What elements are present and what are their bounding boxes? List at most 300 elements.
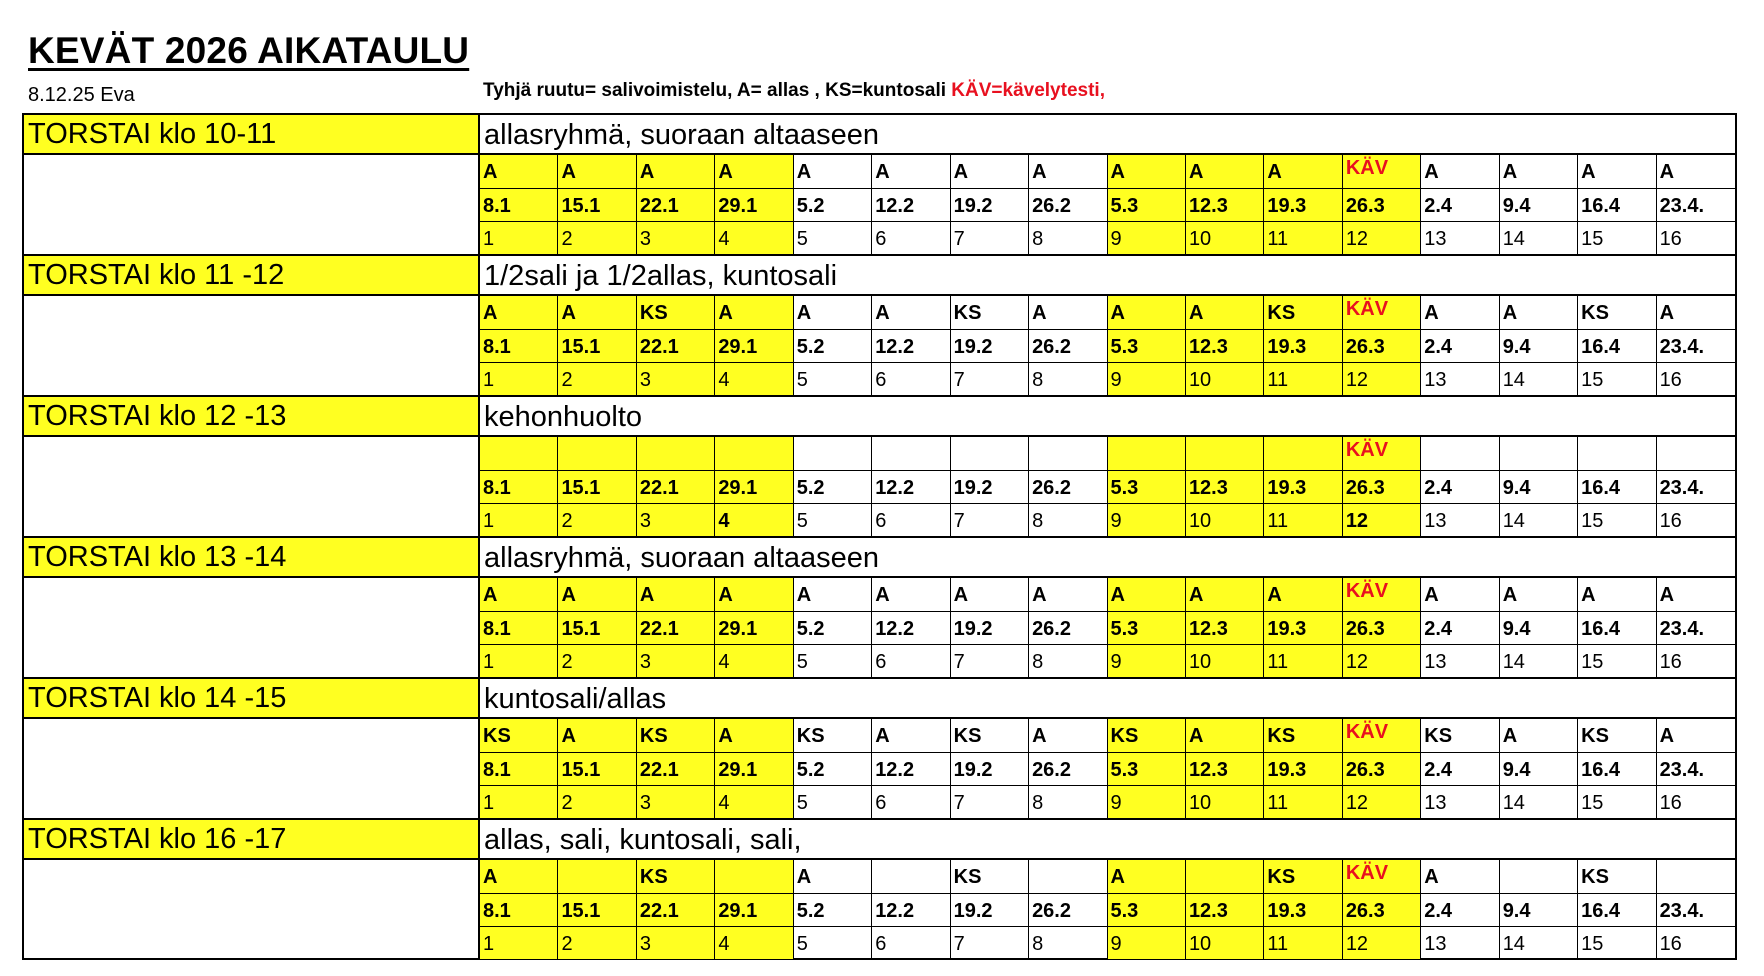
- session-number-cell: 15: [1578, 222, 1656, 254]
- kav-cell: KÄV: [1343, 155, 1421, 189]
- session-type-cell: A: [872, 155, 950, 189]
- date-cell: 15.1: [558, 330, 636, 363]
- page-title: KEVÄT 2026 AIKATAULU: [28, 30, 470, 71]
- session-number-cell: 3: [637, 504, 715, 536]
- session-number-cell: 8: [1029, 645, 1107, 677]
- date-cell: 29.1: [715, 894, 793, 927]
- date-cell: 12.2: [872, 894, 950, 927]
- kav-cell: KÄV: [1343, 860, 1421, 894]
- session-type-cell: A: [1108, 578, 1186, 612]
- date-cell: 12.3: [1186, 894, 1264, 927]
- session-number-cell: 13: [1421, 645, 1499, 677]
- session-type-cell: [872, 437, 950, 471]
- session-number-cell: 11: [1264, 927, 1342, 959]
- date-cell: 26.2: [1029, 189, 1107, 222]
- date-cell: 19.2: [951, 189, 1029, 222]
- session-number-cell: 5: [794, 786, 872, 818]
- schedule-table: [22, 113, 1737, 960]
- session-type-cell: KS: [1578, 719, 1656, 753]
- date-cell: 19.3: [1264, 612, 1342, 645]
- session-number-cell: 13: [1421, 504, 1499, 536]
- date-cell: 8.1: [480, 471, 558, 504]
- session-number-cell: 4: [715, 786, 793, 818]
- kav-cell: KÄV: [1343, 719, 1421, 753]
- legend-kav: KÄV=kävelytesti,: [951, 80, 1105, 101]
- activity-label: allas, sali, kuntosali, sali,: [480, 820, 1735, 860]
- date-cell: 29.1: [715, 471, 793, 504]
- date-cell: 8.1: [480, 894, 558, 927]
- session-number-cell: 3: [637, 222, 715, 254]
- session-type-cell: A: [1108, 296, 1186, 330]
- session-type-cell: A: [1108, 155, 1186, 189]
- date-cell: 19.3: [1264, 471, 1342, 504]
- date-cell: 26.3: [1343, 753, 1421, 786]
- session-type-cell: A: [1421, 860, 1499, 894]
- session-type-cell: [1029, 437, 1107, 471]
- session-type-cell: A: [1186, 155, 1264, 189]
- session-number-cell: 9: [1108, 363, 1186, 395]
- session-type-cell: A: [951, 155, 1029, 189]
- session-type-cell: A: [1500, 578, 1578, 612]
- session-number-cell: 1: [480, 363, 558, 395]
- session-grid: [480, 719, 1735, 818]
- date-cell: 22.1: [637, 471, 715, 504]
- session-type-cell: KS: [951, 296, 1029, 330]
- date-cell: 23.4.: [1657, 894, 1735, 927]
- date-cell: 5.2: [794, 612, 872, 645]
- date-cell: 26.3: [1343, 612, 1421, 645]
- session-type-cell: A: [1186, 578, 1264, 612]
- session-number-cell: 15: [1578, 645, 1656, 677]
- session-type-cell: A: [1108, 860, 1186, 894]
- session-number-cell: 2: [558, 927, 636, 959]
- date-cell: 19.3: [1264, 330, 1342, 363]
- session-number-cell: 2: [558, 786, 636, 818]
- session-type-cell: A: [715, 578, 793, 612]
- session-number-cell: 12: [1343, 645, 1421, 677]
- session-number-cell: 3: [637, 363, 715, 395]
- session-type-cell: A: [1657, 719, 1735, 753]
- day-time-label: TORSTAI klo 16 -17: [24, 820, 480, 860]
- session-number-cell: 4: [715, 363, 793, 395]
- date-cell: 2.4: [1421, 753, 1499, 786]
- blank-cell: [24, 860, 480, 959]
- date-cell: 15.1: [558, 612, 636, 645]
- session-number-cell: 5: [794, 222, 872, 254]
- session-type-cell: A: [558, 296, 636, 330]
- session-number-cell: 14: [1500, 786, 1578, 818]
- session-number-cell: 7: [951, 786, 1029, 818]
- session-type-cell: KS: [637, 296, 715, 330]
- session-number-cell: 14: [1500, 363, 1578, 395]
- session-number-cell: 1: [480, 222, 558, 254]
- date-cell: 8.1: [480, 612, 558, 645]
- session-grid: [480, 155, 1735, 254]
- session-type-cell: A: [1657, 155, 1735, 189]
- session-number-cell: 9: [1108, 645, 1186, 677]
- date-cell: 26.3: [1343, 894, 1421, 927]
- date-cell: 22.1: [637, 189, 715, 222]
- session-type-cell: [1264, 437, 1342, 471]
- schedule-block: [24, 115, 1735, 256]
- session-type-cell: A: [637, 155, 715, 189]
- date-cell: 23.4.: [1657, 330, 1735, 363]
- session-number-cell: 10: [1186, 363, 1264, 395]
- session-type-cell: A: [715, 155, 793, 189]
- legend: [483, 80, 1105, 102]
- date-cell: 5.3: [1108, 189, 1186, 222]
- session-type-cell: A: [1421, 155, 1499, 189]
- session-type-cell: KS: [1108, 719, 1186, 753]
- session-type-cell: [1029, 860, 1107, 894]
- session-number-cell: 9: [1108, 786, 1186, 818]
- schedule-block: [24, 538, 1735, 679]
- session-number-cell: 6: [872, 504, 950, 536]
- day-time-label: TORSTAI klo 11 -12: [24, 256, 480, 296]
- session-number-cell: 11: [1264, 363, 1342, 395]
- session-type-cell: A: [1421, 578, 1499, 612]
- session-number-cell: 10: [1186, 786, 1264, 818]
- session-number-cell: 7: [951, 363, 1029, 395]
- blank-cell: [24, 296, 480, 395]
- session-type-cell: KS: [480, 719, 558, 753]
- session-number-cell: 11: [1264, 504, 1342, 536]
- session-number-cell: 16: [1659, 651, 1682, 673]
- session-type-cell: A: [1186, 296, 1264, 330]
- session-number-cell: 5: [794, 645, 872, 677]
- date-cell: 26.2: [1029, 330, 1107, 363]
- session-number-cell: 13: [1421, 363, 1499, 395]
- session-type-cell: [1657, 437, 1735, 471]
- session-number-cell: 8: [1029, 504, 1107, 536]
- session-number-cell: 5: [794, 363, 872, 395]
- session-number-cell: 8: [1029, 927, 1107, 959]
- date-cell: 16.4: [1578, 894, 1656, 927]
- date-cell: 9.4: [1500, 894, 1578, 927]
- date-cell: 22.1: [637, 894, 715, 927]
- session-type-cell: [1421, 437, 1499, 471]
- session-number-cell: 6: [872, 222, 950, 254]
- session-type-cell: [1108, 437, 1186, 471]
- date-cell: 26.2: [1029, 612, 1107, 645]
- date-cell: 15.1: [558, 189, 636, 222]
- session-number-cell: 15: [1578, 786, 1656, 818]
- date-cell: 5.2: [794, 894, 872, 927]
- date-cell: 23.4.: [1657, 612, 1735, 645]
- session-type-cell: A: [1264, 155, 1342, 189]
- session-type-cell: A: [1657, 578, 1735, 612]
- session-number-cell: 12: [1343, 927, 1421, 959]
- session-number-cell: 11: [1264, 786, 1342, 818]
- session-type-cell: KS: [1264, 860, 1342, 894]
- date-cell: 26.2: [1029, 471, 1107, 504]
- date-cell: 19.2: [951, 471, 1029, 504]
- date-cell: 8.1: [480, 753, 558, 786]
- date-cell: 19.3: [1264, 189, 1342, 222]
- session-grid: [480, 860, 1735, 959]
- session-type-cell: [872, 860, 950, 894]
- session-type-cell: A: [794, 860, 872, 894]
- session-number-cell: 16: [1659, 933, 1682, 955]
- session-number-cell: 16: [1659, 510, 1682, 532]
- session-type-cell: [1500, 860, 1578, 894]
- session-type-cell: A: [1421, 296, 1499, 330]
- date-cell: 19.2: [951, 330, 1029, 363]
- session-type-cell: A: [794, 578, 872, 612]
- session-number-cell: 3: [637, 786, 715, 818]
- session-type-cell: KS: [951, 719, 1029, 753]
- session-number-cell: 3: [637, 645, 715, 677]
- session-number-cell: 2: [558, 645, 636, 677]
- date-author: 8.12.25 Eva: [28, 84, 135, 106]
- date-cell: 19.3: [1264, 894, 1342, 927]
- session-number-cell: 2: [558, 222, 636, 254]
- date-cell: 8.1: [480, 330, 558, 363]
- schedule-block: [24, 679, 1735, 820]
- session-number-cell: 4: [715, 927, 793, 959]
- session-number-cell: 5: [794, 504, 872, 536]
- session-type-cell: A: [558, 155, 636, 189]
- session-number-cell: 14: [1500, 222, 1578, 254]
- date-cell: 2.4: [1421, 612, 1499, 645]
- date-cell: 8.1: [480, 189, 558, 222]
- kav-cell: KÄV: [1343, 296, 1421, 330]
- date-cell: 19.3: [1264, 753, 1342, 786]
- date-cell: 19.2: [951, 894, 1029, 927]
- session-type-cell: A: [1029, 296, 1107, 330]
- session-number-cell: 10: [1186, 504, 1264, 536]
- session-number-cell: 11: [1264, 222, 1342, 254]
- session-number-cell: 14: [1500, 927, 1578, 959]
- date-cell: 12.3: [1186, 753, 1264, 786]
- session-type-cell: [715, 437, 793, 471]
- session-number-cell: 12: [1343, 786, 1421, 818]
- session-number-cell: 9: [1108, 927, 1186, 959]
- date-cell: 15.1: [558, 753, 636, 786]
- session-number-cell: 15: [1578, 363, 1656, 395]
- session-type-cell: [1186, 437, 1264, 471]
- date-cell: 12.2: [872, 471, 950, 504]
- date-cell: 16.4: [1578, 189, 1656, 222]
- session-grid: [480, 437, 1735, 536]
- session-type-cell: [1500, 437, 1578, 471]
- session-grid: [480, 296, 1735, 395]
- date-cell: 5.2: [794, 189, 872, 222]
- session-type-cell: A: [558, 578, 636, 612]
- date-cell: 12.2: [872, 753, 950, 786]
- date-cell: 9.4: [1500, 330, 1578, 363]
- session-number-cell: 12: [1343, 222, 1421, 254]
- session-number-cell: 16: [1659, 792, 1682, 814]
- date-cell: 29.1: [715, 753, 793, 786]
- session-type-cell: A: [1657, 296, 1735, 330]
- session-number-cell: 2: [558, 504, 636, 536]
- schedule-block: [24, 397, 1735, 538]
- date-cell: 5.3: [1108, 471, 1186, 504]
- session-number-cell: 4: [715, 222, 793, 254]
- day-time-label: TORSTAI klo 13 -14: [24, 538, 480, 578]
- date-cell: 9.4: [1500, 471, 1578, 504]
- blank-cell: [24, 578, 480, 677]
- date-cell: 12.2: [872, 330, 950, 363]
- date-cell: 15.1: [558, 894, 636, 927]
- session-type-cell: A: [480, 296, 558, 330]
- session-grid: [480, 578, 1735, 677]
- date-cell: 2.4: [1421, 330, 1499, 363]
- session-number-cell: 1: [480, 927, 558, 959]
- session-number-cell: 9: [1108, 222, 1186, 254]
- session-number-cell: 4: [715, 645, 793, 677]
- session-type-cell: A: [637, 578, 715, 612]
- session-type-cell: KS: [1264, 719, 1342, 753]
- session-type-cell: KS: [1578, 296, 1656, 330]
- session-number-cell: 6: [872, 927, 950, 959]
- session-number-cell: 7: [951, 927, 1029, 959]
- session-number-cell: 10: [1186, 927, 1264, 959]
- session-type-cell: A: [480, 155, 558, 189]
- session-number-cell: 14: [1500, 645, 1578, 677]
- date-cell: 22.1: [637, 330, 715, 363]
- session-type-cell: A: [1029, 155, 1107, 189]
- session-type-cell: A: [794, 296, 872, 330]
- session-type-cell: [637, 437, 715, 471]
- session-type-cell: [558, 860, 636, 894]
- session-type-cell: [794, 437, 872, 471]
- session-number-cell: 2: [558, 363, 636, 395]
- session-number-cell: 1: [480, 786, 558, 818]
- session-number-cell: 11: [1264, 645, 1342, 677]
- session-number-cell: 9: [1108, 504, 1186, 536]
- schedule-block: [24, 820, 1735, 958]
- day-time-label: TORSTAI klo 12 -13: [24, 397, 480, 437]
- session-type-cell: KS: [1578, 860, 1656, 894]
- session-type-cell: KS: [1264, 296, 1342, 330]
- date-cell: 12.2: [872, 612, 950, 645]
- session-number-cell: 16: [1659, 369, 1682, 391]
- kav-cell: KÄV: [1343, 437, 1421, 471]
- date-cell: 2.4: [1421, 189, 1499, 222]
- session-number-cell: 8: [1029, 222, 1107, 254]
- date-cell: 19.2: [951, 612, 1029, 645]
- date-cell: 12.3: [1186, 330, 1264, 363]
- date-cell: 5.3: [1108, 330, 1186, 363]
- session-type-cell: A: [1578, 578, 1656, 612]
- session-type-cell: A: [1029, 578, 1107, 612]
- session-number-cell: 3: [637, 927, 715, 959]
- session-type-cell: A: [1186, 719, 1264, 753]
- date-cell: 16.4: [1578, 330, 1656, 363]
- date-cell: 29.1: [715, 330, 793, 363]
- session-type-cell: KS: [951, 860, 1029, 894]
- session-number-cell: 7: [951, 645, 1029, 677]
- date-cell: 22.1: [637, 612, 715, 645]
- session-number-cell: 6: [872, 645, 950, 677]
- session-number-cell: 6: [872, 786, 950, 818]
- date-cell: 26.3: [1343, 471, 1421, 504]
- session-type-cell: [951, 437, 1029, 471]
- date-cell: 16.4: [1578, 753, 1656, 786]
- session-type-cell: A: [872, 578, 950, 612]
- date-cell: 5.2: [794, 330, 872, 363]
- session-type-cell: [715, 860, 793, 894]
- date-cell: 23.4.: [1657, 471, 1735, 504]
- session-number-cell: 7: [951, 504, 1029, 536]
- date-cell: 2.4: [1421, 471, 1499, 504]
- activity-label: 1/2sali ja 1/2allas, kuntosali: [480, 256, 1735, 296]
- session-number-cell: 13: [1421, 786, 1499, 818]
- date-cell: 5.3: [1108, 612, 1186, 645]
- date-cell: 9.4: [1500, 753, 1578, 786]
- session-number-cell: 10: [1186, 222, 1264, 254]
- session-type-cell: A: [872, 296, 950, 330]
- legend-text: Tyhjä ruutu= salivoimistelu, A= allas , KS=kuntosali: [483, 80, 952, 101]
- session-type-cell: A: [715, 719, 793, 753]
- session-type-cell: A: [872, 719, 950, 753]
- session-type-cell: [1657, 860, 1735, 894]
- kav-cell: KÄV: [1343, 578, 1421, 612]
- session-number-cell: 13: [1421, 927, 1499, 959]
- session-type-cell: [558, 437, 636, 471]
- date-cell: 5.2: [794, 753, 872, 786]
- date-cell: 16.4: [1578, 471, 1656, 504]
- date-cell: 5.2: [794, 471, 872, 504]
- session-number-cell: 1: [480, 645, 558, 677]
- session-type-cell: A: [480, 578, 558, 612]
- session-number-cell: 8: [1029, 363, 1107, 395]
- session-number-cell: 12: [1343, 363, 1421, 395]
- session-type-cell: KS: [637, 719, 715, 753]
- session-type-cell: [480, 437, 558, 471]
- session-type-cell: KS: [637, 860, 715, 894]
- date-cell: 5.3: [1108, 753, 1186, 786]
- date-cell: 29.1: [715, 612, 793, 645]
- session-type-cell: [1578, 437, 1656, 471]
- session-type-cell: A: [480, 860, 558, 894]
- session-number-cell: 14: [1500, 504, 1578, 536]
- session-type-cell: A: [558, 719, 636, 753]
- session-number-cell: 12: [1343, 504, 1421, 536]
- session-type-cell: [1186, 860, 1264, 894]
- date-cell: 23.4.: [1657, 753, 1735, 786]
- session-number-cell: 15: [1578, 927, 1656, 959]
- date-cell: 5.3: [1108, 894, 1186, 927]
- session-type-cell: A: [794, 155, 872, 189]
- session-number-cell: 7: [951, 222, 1029, 254]
- session-number-cell: 15: [1578, 504, 1656, 536]
- date-cell: 9.4: [1500, 189, 1578, 222]
- session-type-cell: A: [1500, 719, 1578, 753]
- session-number-cell: 4: [715, 504, 793, 536]
- date-cell: 16.4: [1578, 612, 1656, 645]
- date-cell: 22.1: [637, 753, 715, 786]
- session-number-cell: 6: [872, 363, 950, 395]
- session-number-cell: 1: [480, 504, 558, 536]
- session-type-cell: KS: [1421, 719, 1499, 753]
- date-cell: 2.4: [1421, 894, 1499, 927]
- schedule-block: [24, 256, 1735, 397]
- date-cell: 15.1: [558, 471, 636, 504]
- session-number-cell: 16: [1659, 228, 1682, 250]
- blank-cell: [24, 437, 480, 536]
- date-cell: 12.3: [1186, 189, 1264, 222]
- session-type-cell: A: [951, 578, 1029, 612]
- session-type-cell: KS: [794, 719, 872, 753]
- date-cell: 26.2: [1029, 753, 1107, 786]
- date-cell: 26.2: [1029, 894, 1107, 927]
- session-type-cell: A: [1264, 578, 1342, 612]
- session-number-cell: 8: [1029, 786, 1107, 818]
- date-cell: 19.2: [951, 753, 1029, 786]
